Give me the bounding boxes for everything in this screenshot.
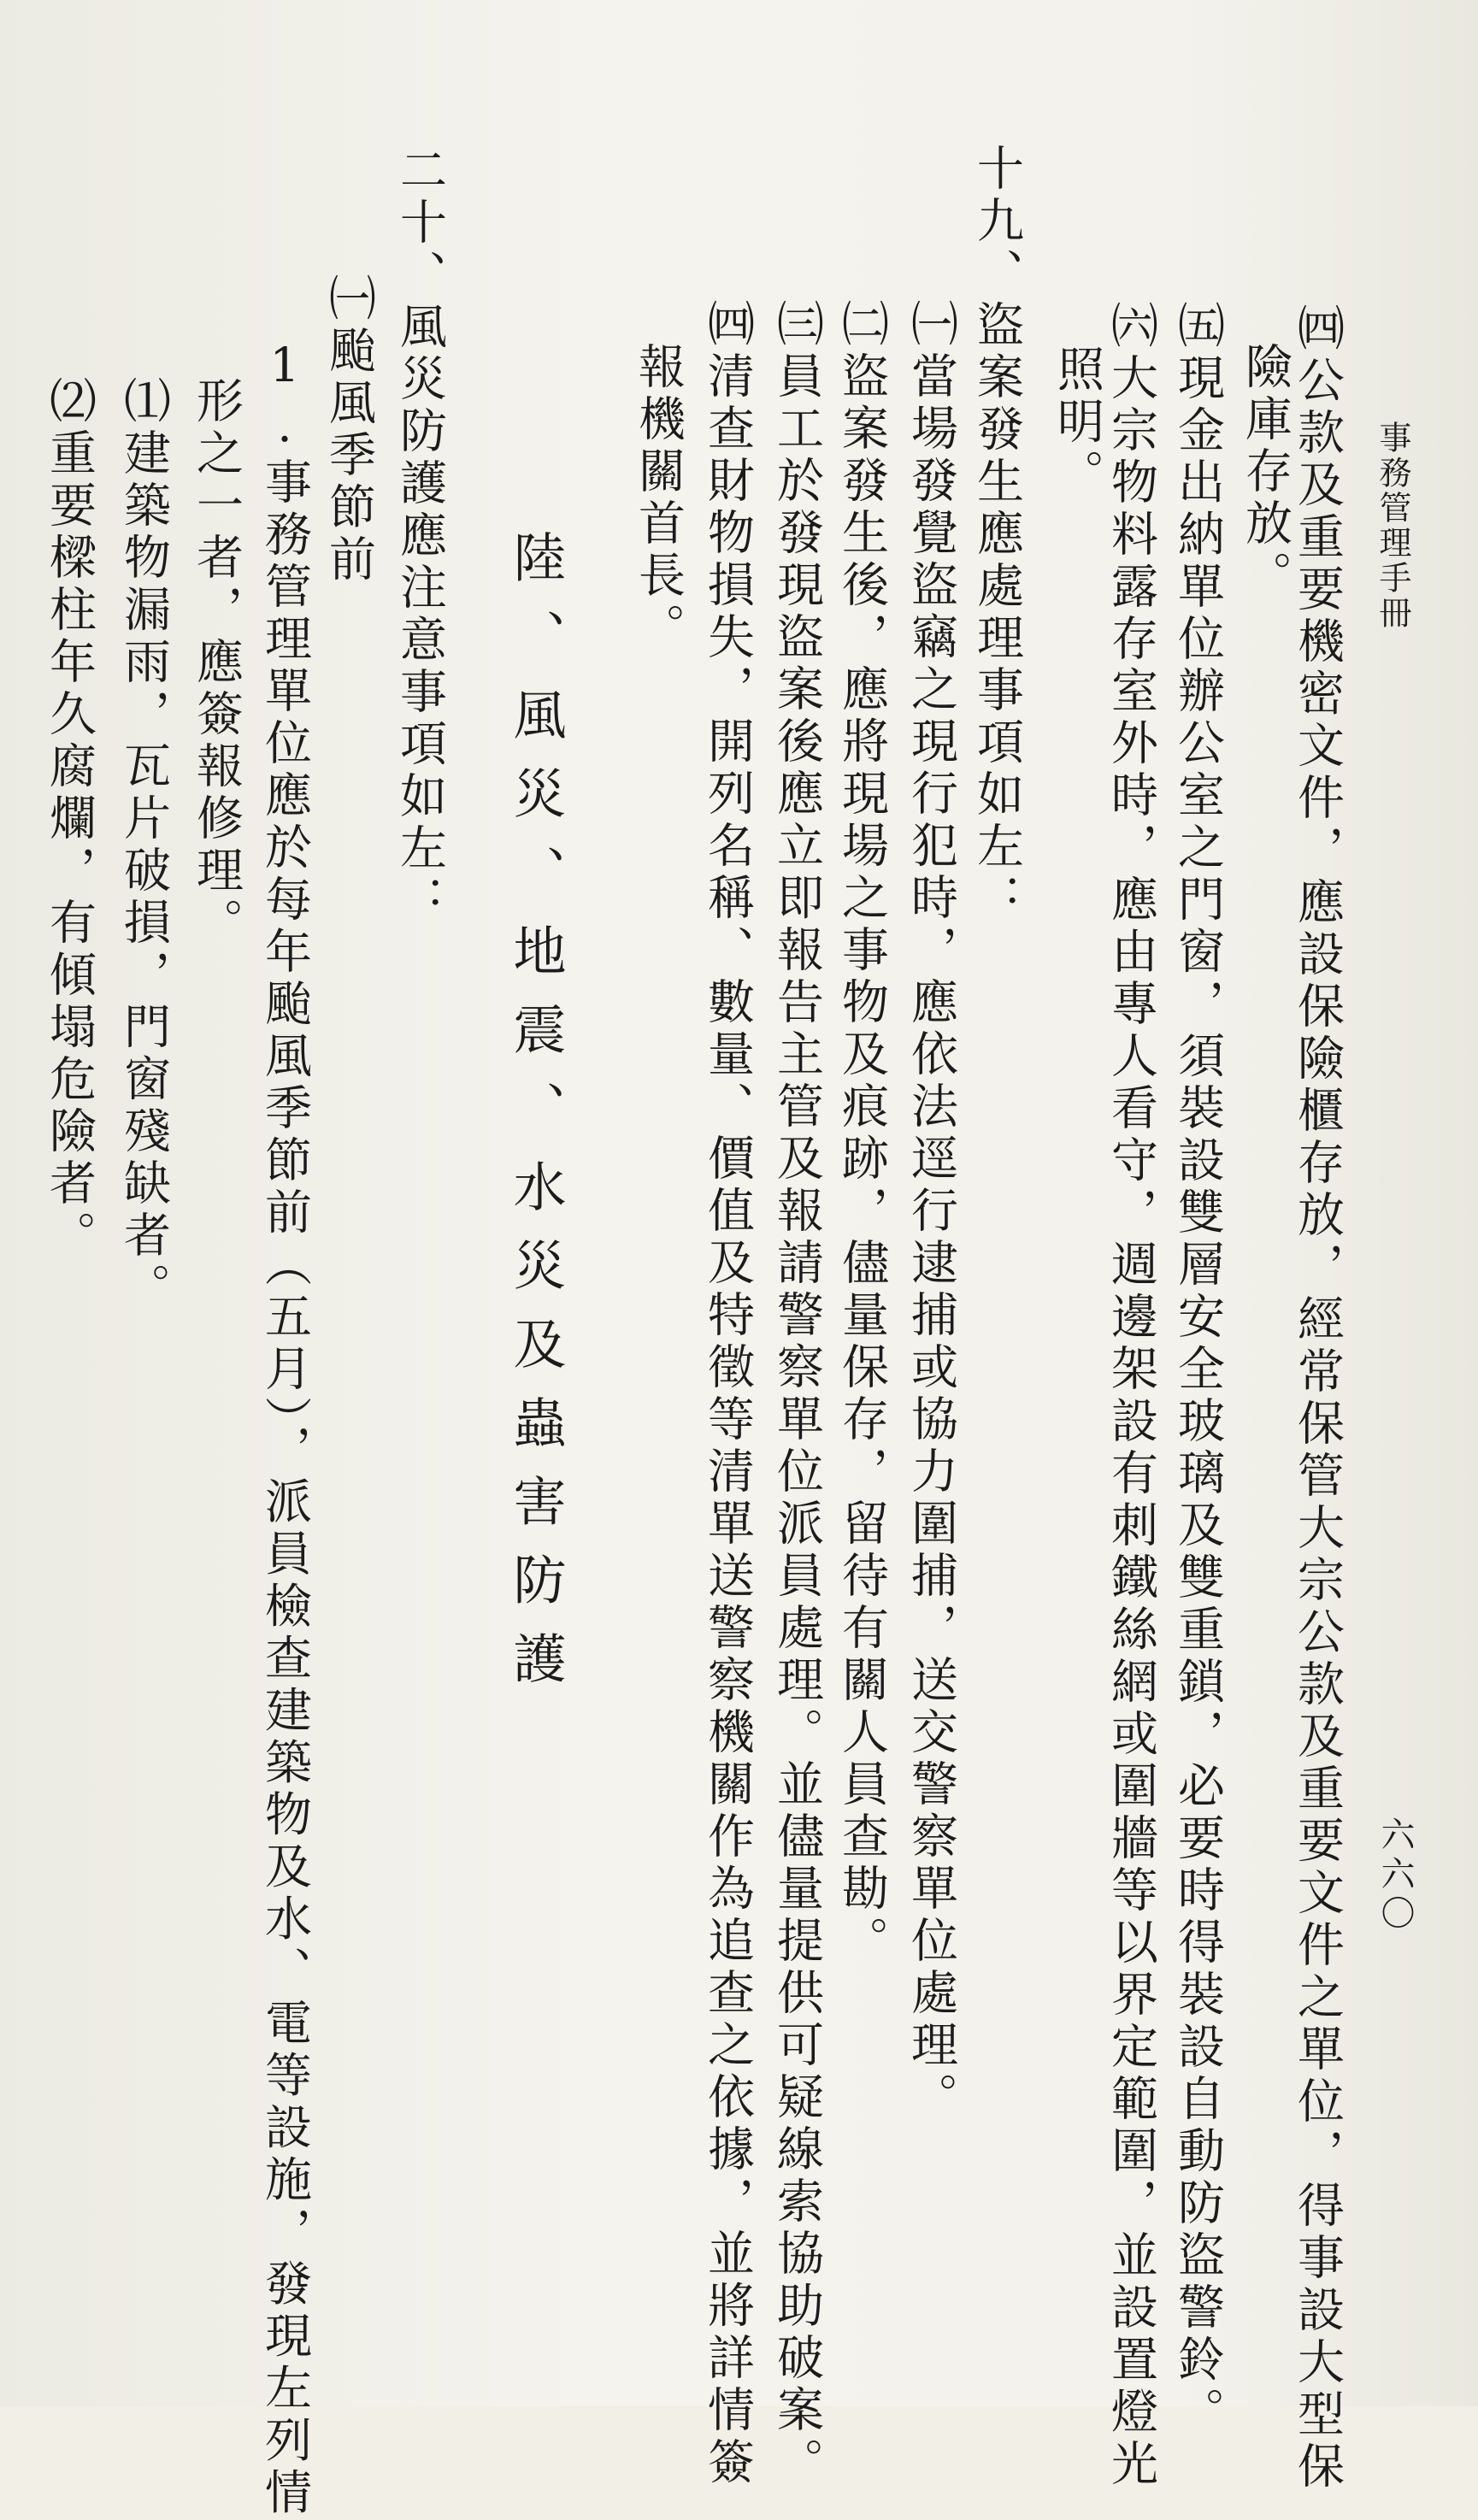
text-line: ㈤現金出納單位辦公室之門窗，須裝設雙層安全玻璃及雙重鎖，必要時得裝設自動防盜警鈴。 [1170, 301, 1225, 2439]
text-line: 報機關首長。 [631, 342, 686, 655]
section-19-heading: 十九、盜案發生應處理事項如左： [969, 144, 1024, 926]
text-line: ㈢員工於發現盜案後應立即報告主管及報請警察單位派員處理。並儘量提供可疑線索協助破案。 [769, 299, 824, 2489]
page-number: 六六〇 [1375, 1816, 1415, 1934]
text-line: ㈠颱風季節前 [321, 274, 376, 586]
text-line: ⑴建築物漏雨，瓦片破損，門窗殘缺者。 [116, 376, 171, 1315]
text-line: 1.事務管理單位應於每年颱風季節前（五月），派員檢查建築物及水、電等設施，發現左列情 [257, 338, 312, 2520]
text-line: ㈥大宗物料露存室外時，應由專人看守，週邊架設有刺鐵絲網或圍牆等以界定範圍，並設置燈光 [1104, 301, 1158, 2491]
text-line: 險庫存放。 [1238, 342, 1293, 603]
text-line: ㈣公款及重要機密文件，應設保險櫃存放，經常保管大宗公款及重要文件之單位，得事設大型保 [1290, 303, 1345, 2494]
text-line: 照明。 [1050, 344, 1104, 501]
text-line: ㈡盜案發生後，應將現場之事物及痕跡，儘量保存，留待有關人員查勘。 [834, 299, 889, 1968]
text-line: ⑵重要樑柱年久腐爛，有傾塌危險者。 [42, 376, 97, 1263]
section-20-heading: 二十、風災防護應注意事項如左： [392, 145, 447, 927]
text-line: ㈣清查財物損失，開列名稱、數量、價值及特徵等清單送警察機關作為追查之依據，並將詳情簽 [700, 299, 755, 2489]
text-line: ㈠當場發覺盜竊之現行犯時，應依法逕行逮捕或協力圍捕，送交警察單位處理。 [904, 299, 958, 2124]
running-header: 事務管理手冊 [1374, 421, 1411, 631]
text-line: 形之一者，應簽報修理。 [189, 376, 244, 950]
section-heading: 陸、風災、地震、水災及蟲害防護 [504, 530, 567, 1710]
